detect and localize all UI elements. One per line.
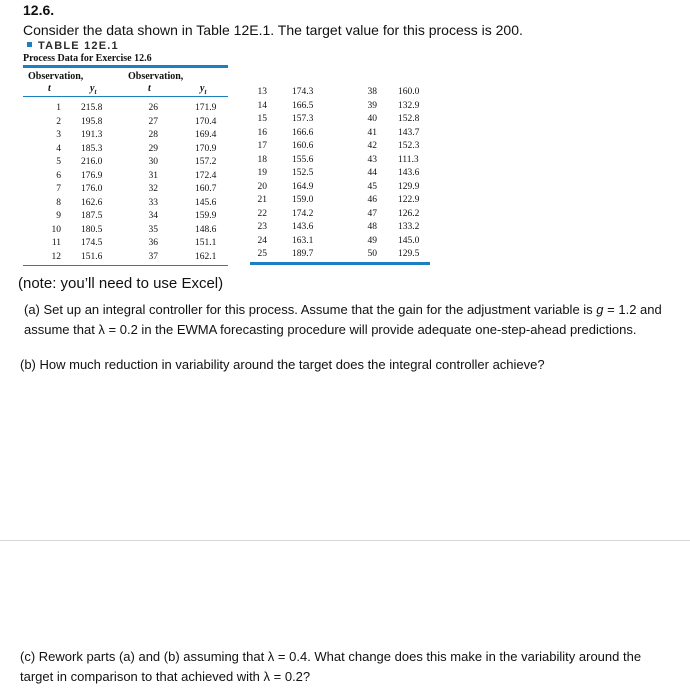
table-cell: 20: [257, 181, 267, 192]
left-table-body: [23, 103, 228, 268]
table-cell: 191.3: [81, 130, 103, 140]
table-cell: 38: [367, 87, 377, 97]
table-cell: 33: [148, 197, 158, 208]
table-cell: 143.6: [398, 168, 420, 178]
table-row: [23, 157, 228, 171]
table-cell: 16: [257, 127, 267, 138]
table-cell: 189.7: [292, 249, 314, 259]
table-cell: 43: [367, 154, 377, 165]
table-row: [23, 184, 228, 198]
table-cell: 35: [148, 224, 158, 235]
table-cell: 152.5: [292, 168, 314, 178]
table-row: [250, 182, 430, 196]
table-cell: 32: [148, 184, 158, 194]
section-divider: [0, 540, 690, 541]
left-header-y-1: $y_t$: [90, 83, 97, 96]
table-row: [250, 128, 430, 142]
table-cell: 22: [257, 208, 267, 219]
table-cell: 21: [257, 195, 267, 205]
table-cell: 159.9: [195, 211, 217, 221]
part-b: (b) How much reduction in variability around the target does the integral controller achieve?: [20, 357, 545, 372]
table-cell: 17: [257, 141, 267, 151]
table-cell: 46: [367, 195, 377, 205]
table-row: [23, 252, 228, 266]
table-cell: 48: [367, 222, 377, 232]
table-cell: 10: [51, 224, 61, 235]
table-caption: Process Data for Exercise 12.6: [23, 53, 152, 64]
table-cell: 151.6: [81, 251, 103, 262]
table-cell: 9: [56, 211, 61, 221]
table-cell: 49: [367, 235, 377, 246]
table-cell: 162.1: [195, 251, 217, 262]
table-row: [23, 130, 228, 144]
table-row: [23, 103, 228, 117]
table-row: [23, 171, 228, 185]
table-cell: 157.2: [195, 157, 217, 167]
part-a: [24, 300, 684, 340]
table-cell: 170.4: [195, 116, 217, 127]
excel-note: (note: you’ll need to use Excel): [18, 275, 224, 292]
table-cell: 8: [56, 197, 61, 208]
table-cell: 39: [367, 100, 377, 111]
table-label-marker: [27, 42, 32, 47]
table-cell: 11: [51, 238, 61, 248]
left-table-header-rule: [23, 96, 228, 97]
right-table-bottom-rule: [250, 262, 430, 265]
table-row: [250, 222, 430, 236]
table-cell: 160.0: [398, 87, 420, 97]
table-cell: 174.3: [292, 87, 314, 97]
table-row: [250, 114, 430, 128]
table-cell: 163.1: [292, 235, 314, 246]
table-cell: 143.6: [292, 222, 314, 232]
table-cell: 6: [56, 170, 61, 181]
table-label: [27, 40, 119, 52]
table-cell: 159.0: [292, 195, 314, 205]
table-cell: 145.0: [398, 235, 420, 246]
table-cell: 18: [257, 154, 267, 165]
left-header-observation-2: Observation,: [128, 71, 184, 82]
table-cell: 47: [367, 208, 377, 219]
table-cell: 166.5: [292, 100, 314, 111]
table-cell: 5: [56, 157, 61, 167]
part-a-line1: (a) Set up an integral controller for this process. Assume that the gain for the adjustment variable is g = 1.2 and: [24, 302, 662, 317]
table-row: [250, 195, 430, 209]
table-cell: 126.2: [398, 208, 420, 219]
left-table-bottom-rule: [23, 265, 228, 266]
right-table-body: [250, 87, 430, 262]
table-cell: 185.3: [81, 143, 103, 154]
table-cell: 3: [56, 130, 61, 140]
table-cell: 25: [257, 249, 267, 259]
table-cell: 152.3: [398, 141, 420, 151]
part-c-line1: (c) Rework parts (a) and (b) assuming that λ = 0.4. What change does this make in the variability around the: [20, 649, 642, 664]
table-cell: 145.6: [195, 197, 217, 208]
table-cell: 155.6: [292, 154, 314, 165]
left-table-top-rule: [23, 65, 228, 68]
table-cell: 44: [367, 168, 377, 178]
table-cell: 12: [51, 251, 61, 262]
table-cell: 187.5: [81, 211, 103, 221]
table-row: [250, 236, 430, 250]
table-cell: 166.6: [292, 127, 314, 138]
table-cell: 169.4: [195, 130, 217, 140]
table-cell: 14: [257, 100, 267, 111]
left-header-y-2: $y_t$: [200, 83, 207, 96]
table-cell: 132.9: [398, 100, 420, 111]
table-label-text: TABLE 12E.1: [38, 40, 119, 52]
table-cell: 111.3: [398, 154, 419, 165]
part-c-line2: target in comparison to that achieved with λ = 0.2?: [20, 669, 311, 684]
table-cell: 1: [56, 103, 61, 113]
table-cell: 37: [148, 251, 158, 262]
left-header-t-1: t: [48, 83, 51, 94]
table-cell: 19: [257, 168, 267, 178]
table-cell: 215.8: [81, 103, 103, 113]
table-cell: 170.9: [195, 143, 217, 154]
table-row: [23, 117, 228, 131]
table-cell: 195.8: [81, 116, 103, 127]
table-cell: 180.5: [81, 224, 103, 235]
table-cell: 122.9: [398, 195, 420, 205]
table-row: [250, 101, 430, 115]
table-row: [23, 211, 228, 225]
table-row: [250, 87, 430, 101]
table-row: [23, 198, 228, 212]
table-row: [250, 141, 430, 155]
table-cell: 41: [367, 127, 377, 138]
table-cell: 172.4: [195, 170, 217, 181]
table-cell: 160.6: [292, 141, 314, 151]
part-c: [20, 647, 685, 687]
table-cell: 45: [367, 181, 377, 192]
table-cell: 24: [257, 235, 267, 246]
table-cell: 40: [367, 114, 377, 124]
table-cell: 30: [148, 157, 158, 167]
table-cell: 157.3: [292, 114, 314, 124]
table-cell: 15: [257, 114, 267, 124]
table-cell: 31: [148, 170, 158, 181]
table-cell: 164.9: [292, 181, 314, 192]
table-cell: 4: [56, 143, 61, 154]
table-row: [250, 209, 430, 223]
table-cell: 2: [56, 116, 61, 127]
part-a-line2: assume that λ = 0.2 in the EWMA forecasting procedure will provide adequate one-step-ahead predictions.: [24, 322, 637, 337]
table-row: [250, 249, 430, 263]
table-cell: 216.0: [81, 157, 103, 167]
table-cell: 36: [148, 238, 158, 248]
table-row: [23, 225, 228, 239]
table-cell: 148.6: [195, 224, 217, 235]
table-cell: 160.7: [195, 184, 217, 194]
table-cell: 176.0: [81, 184, 103, 194]
table-cell: 26: [148, 103, 158, 113]
problem-number: 12.6.: [23, 2, 55, 18]
table-cell: 27: [148, 116, 158, 127]
table-cell: 13: [257, 87, 267, 97]
table-cell: 133.2: [398, 222, 420, 232]
left-header-observation-1: Observation,: [28, 71, 84, 82]
table-cell: 34: [148, 211, 158, 221]
problem-intro: Consider the data shown in Table 12E.1. The target value for this process is 200.: [23, 22, 523, 38]
table-cell: 129.9: [398, 181, 420, 192]
table-cell: 50: [367, 249, 377, 259]
table-cell: 176.9: [81, 170, 103, 181]
table-cell: 151.1: [195, 238, 217, 248]
table-row: [23, 238, 228, 252]
table-cell: 29: [148, 143, 158, 154]
left-header-t-2: t: [148, 83, 151, 94]
table-cell: 28: [148, 130, 158, 140]
table-cell: 174.5: [81, 238, 103, 248]
table-cell: 162.6: [81, 197, 103, 208]
table-cell: 42: [367, 141, 377, 151]
table-cell: 143.7: [398, 127, 420, 138]
table-cell: 171.9: [195, 103, 217, 113]
table-cell: 152.8: [398, 114, 420, 124]
table-row: [250, 155, 430, 169]
table-cell: 174.2: [292, 208, 314, 219]
table-cell: 7: [56, 184, 61, 194]
table-row: [250, 168, 430, 182]
table-cell: 129.5: [398, 249, 420, 259]
table-row: [23, 144, 228, 158]
table-cell: 23: [257, 222, 267, 232]
